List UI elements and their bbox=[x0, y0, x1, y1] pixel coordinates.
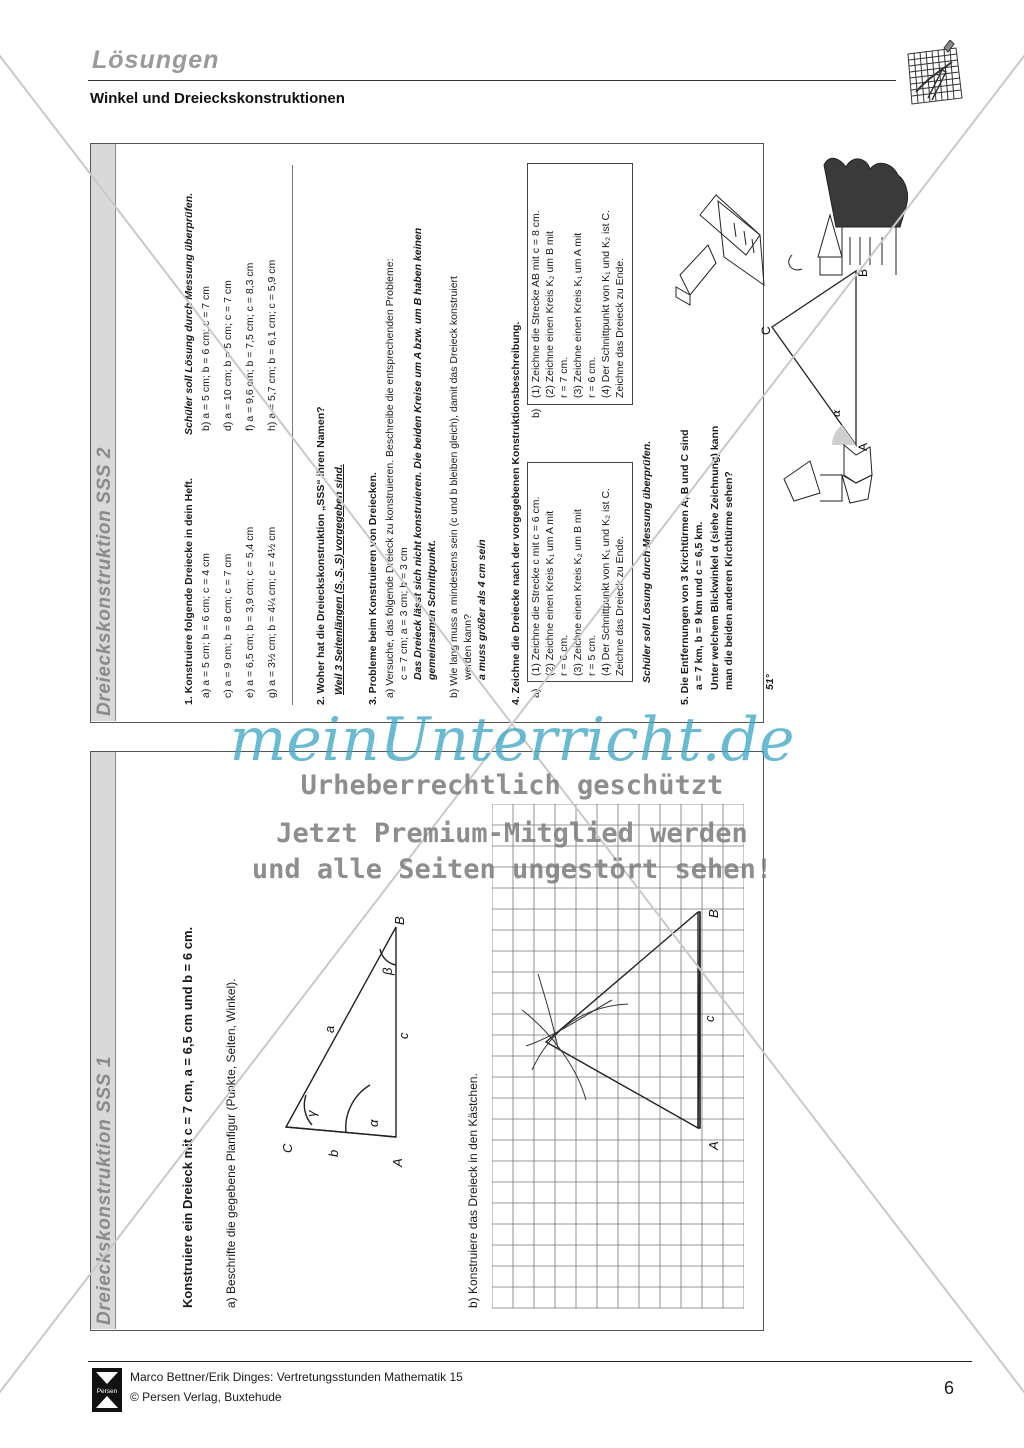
task1-item-c: c) a = 9 cm; b = 8 cm; c = 7 cm bbox=[222, 553, 234, 698]
watermark-copyright: Urheberrechtlich geschützt bbox=[300, 770, 724, 801]
church-label-b: B bbox=[856, 268, 870, 277]
task1-item-b: b) a = 5 cm; b = 6 cm; c = 7 cm bbox=[200, 285, 212, 431]
task4-note: Schüler soll Lösung durch Messung überprüfen. bbox=[641, 440, 653, 683]
sidebar-title-sss1: Dreieckskonstruktion SSS 1 bbox=[94, 1055, 115, 1325]
task3-b-line2: werden kann? bbox=[462, 614, 474, 680]
persen-logo-text: Persen bbox=[96, 1388, 118, 1395]
planfigur-label-c-point: C bbox=[280, 1143, 295, 1153]
footer-publisher: © Persen Verlag, Buxtehude bbox=[130, 1390, 282, 1404]
page-subtitle: Winkel und Dreieckskonstruktionen bbox=[90, 90, 345, 107]
task5-line3: Unter welchem Blickwinkel α (siehe Zeichnung) kann bbox=[709, 425, 721, 690]
task1-item-h: h) a = 5,7 cm; b = 6,1 cm; c = 5,9 cm bbox=[266, 259, 278, 431]
task4-a-step: (2) Zeichne einen Kreis K₁ um A mit bbox=[544, 510, 556, 676]
task4-a-label: a) bbox=[530, 688, 542, 698]
church-label-a: A bbox=[856, 442, 870, 451]
planfigur-label-b-point: B bbox=[392, 916, 407, 925]
task4-b-step: Zeichne das Dreieck zu Ende. bbox=[614, 257, 626, 398]
task4-b-step: (2) Zeichne einen Kreis K₂ um B mit bbox=[544, 231, 556, 398]
church-diagram bbox=[660, 145, 925, 510]
task4-a-step: Zeichne das Dreieck zu Ende. bbox=[614, 535, 626, 676]
task4-a-step: (3) Zeichne einen Kreis K₂ um B mit bbox=[572, 509, 584, 676]
church-label-alpha: α bbox=[830, 409, 843, 417]
task4-a-step: (1) Zeichne die Strecke c mit c = 6 cm. bbox=[530, 496, 542, 676]
header-divider bbox=[88, 80, 896, 81]
task4-b-step: (1) Zeichne die Strecke AB mit c = 8 cm. bbox=[530, 210, 542, 398]
sidebar-title-sss2: Dreieckskonstruktion SSS 2 bbox=[94, 446, 115, 716]
planfigur-triangle bbox=[262, 905, 412, 1175]
task3-a-line2: c = 7 cm; a = 3 cm; b = 3 cm bbox=[398, 547, 410, 680]
sss1-part-a: a) Beschrifte die gegebene Planfigur (Punkte, Seiten, Winkel). bbox=[224, 978, 238, 1308]
task4-a-step: r = 5 cm. bbox=[586, 634, 598, 676]
planfigur-label-side-c: c bbox=[396, 1032, 411, 1039]
planfigur-label-a-point: A bbox=[390, 1158, 405, 1167]
watermark-brand: meinUnterricht.de bbox=[229, 705, 795, 775]
task3-a-answer2: gemeinsamen Schnittpunkt. bbox=[426, 539, 438, 680]
watermark-premium-sub: und alle Seiten ungestört sehen! bbox=[251, 854, 773, 885]
persen-logo bbox=[92, 1368, 122, 1412]
task4-a-step: (4) Der Schnittpunkt von K₁ und K₂ ist C. bbox=[600, 488, 612, 676]
planfigur-label-side-b: b bbox=[326, 1149, 341, 1157]
page-number: 6 bbox=[944, 1378, 955, 1398]
task5-answer: 51° bbox=[764, 674, 776, 690]
task5-line4: man die beiden anderen Kirchtürme sehen? bbox=[723, 471, 735, 690]
planfigur-label-side-a: a bbox=[322, 1025, 337, 1033]
task4-b-step: (4) Der Schnittpunkt von K₁ und K₂ ist C. bbox=[600, 210, 612, 398]
task1-item-d: d) a = 10 cm; b = 5 cm; c = 7 cm bbox=[222, 280, 234, 431]
task4-b-step: r = 6 cm. bbox=[586, 356, 598, 398]
task3-a-line1: a) Versuche, das folgende Dreieck zu konstruieren. Beschreibe die entsprechenden Probleme: bbox=[384, 258, 396, 698]
task1-note: Schüler soll Lösung durch Messung überprüfen. bbox=[183, 192, 195, 435]
task4-a-step: r = 6 cm. bbox=[558, 634, 570, 676]
task1-item-a: a) a = 5 cm; b = 6 cm; c = 4 cm bbox=[200, 552, 212, 698]
task3-a-answer1: Das Dreieck lässt sich nicht konstruieren. Die beiden Kreise um A bzw. um B haben keinen bbox=[412, 227, 424, 680]
task5-line1: 5. Die Entfernungen von 3 Kirchtürmen A, B und C sind bbox=[679, 429, 691, 705]
planfigur-label-beta: β bbox=[380, 967, 395, 975]
sss1-part-b: b) Konstruiere das Dreieck in den Kästchen. bbox=[466, 1073, 480, 1308]
construction-label-a: A bbox=[706, 1141, 721, 1150]
task4-heading: 4. Zeichne die Dreiecke nach der vorgegebenen Konstruktionsbeschreibung. bbox=[510, 321, 522, 705]
page-title: Lösungen bbox=[92, 46, 220, 74]
task4-b-step: (3) Zeichne einen Kreis K₁ um A mit bbox=[572, 232, 584, 398]
task4-b-step: r = 7 cm. bbox=[558, 356, 570, 398]
task1-item-e: e) a = 6,5 cm; b = 3,9 cm; c = 5,4 cm bbox=[244, 526, 256, 698]
task2-heading: 2. Woher hat die Dreieckskonstruktion „SSS“ ihren Namen? bbox=[315, 406, 327, 705]
task5-line2: a = 7 km, b = 9 km und c = 6,5 km. bbox=[693, 521, 705, 690]
task2-answer: Weil 3 Seitenlängen (S, S, S) vorgegeben sind. bbox=[333, 464, 345, 695]
church-label-c: C bbox=[759, 326, 773, 335]
task1-item-f: f) a = 9,6 cm; b = 7,5 cm; c = 8,3 cm bbox=[244, 262, 256, 431]
footer-divider bbox=[88, 1361, 972, 1362]
footer-author: Marco Bettner/Erik Dinges: Vertretungsstunden Mathematik 15 bbox=[130, 1370, 463, 1384]
construction-label-b: B bbox=[706, 909, 721, 918]
task1-item-g: g) a = 3½ cm; b = 4¼ cm; c = 4½ cm bbox=[266, 526, 278, 698]
task-divider bbox=[292, 165, 293, 705]
planfigur-label-gamma: γ bbox=[304, 1110, 319, 1117]
sss1-task-heading: Konstruiere ein Dreieck mit c = 7 cm, a = 6,5 cm und b = 6 cm. bbox=[180, 926, 195, 1308]
grid-drawing-icon bbox=[898, 40, 970, 110]
planfigur-label-alpha: α bbox=[366, 1119, 381, 1127]
task1-heading: 1. Konstruiere folgende Dreiecke in dein Heft. bbox=[183, 478, 195, 705]
task3-b-line1: b) Wie lang muss a mindestens sein (c und b bleiben gleich), damit das Dreieck konstruiert bbox=[448, 276, 460, 698]
task4-b-label: b) bbox=[530, 408, 542, 418]
task3-b-answer: a muss größer als 4 cm sein bbox=[476, 539, 488, 680]
construction-label-c: c bbox=[702, 1015, 717, 1022]
watermark-premium: Jetzt Premium-Mitglied werden bbox=[276, 818, 748, 849]
task3-heading: 3. Probleme beim Konstruieren von Dreiecken. bbox=[367, 472, 379, 705]
